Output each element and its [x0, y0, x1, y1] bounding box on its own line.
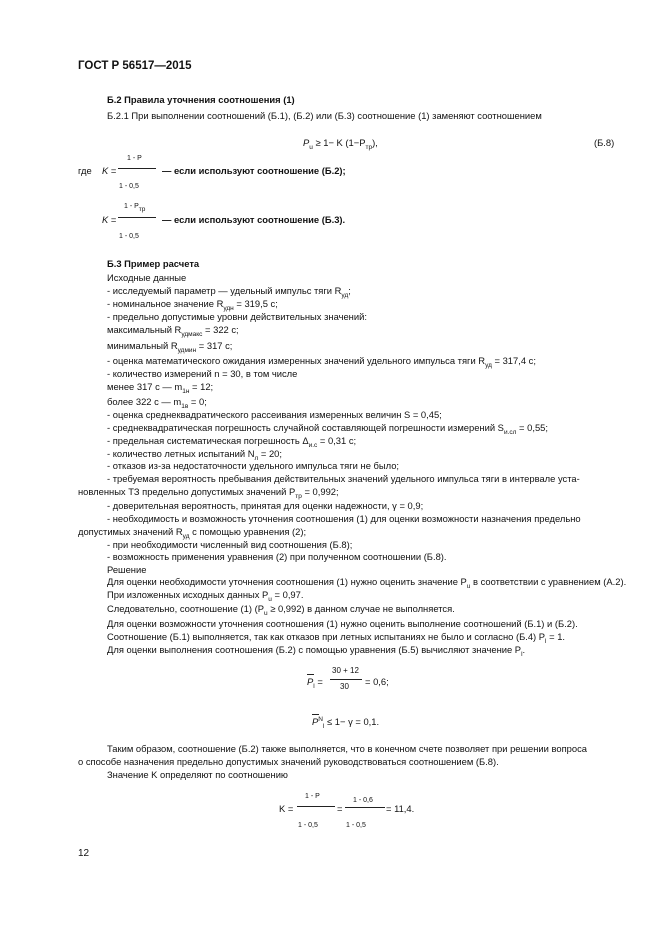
k-eq-num2: 1 - 0,6 [353, 797, 373, 804]
list-item-continued: допустимых значений $R_{уд}$ с помощью уравнения (2); [78, 526, 307, 540]
k-eq-den1: 1 - 0,5 [298, 822, 318, 829]
list-item: - возможность применения уравнения (2) при полученном соотношении (Б.8). [107, 551, 447, 562]
eq1-fraction-bar [330, 679, 362, 680]
k-intro: Значение K определяют по соотношению [107, 769, 288, 780]
conclusion-line-1: Таким образом, соотношение (Б.2) также выполняется, что в конечном счете позволяет при решении вопроса [107, 743, 587, 754]
k1-fraction-bar [118, 168, 156, 169]
list-item: - оценка среднеквадратического рассеивания измеренных величин S = 0,45; [107, 409, 442, 420]
solution-line: Соотношение (Б.1) выполняется, так как отказов при летных испытаниях не было и согласно (Б.4) $P_l = 1$. [107, 631, 566, 645]
eq-b8-right: ≥ 1− K (1−P [315, 137, 366, 148]
list-item: - отказов из-за недостаточности удельного импульса тяги не было; [107, 460, 400, 471]
solution-line: При изложенных исходных данных $P_u = 0,97$. [107, 589, 304, 603]
k-eq-result: = 11,4. [386, 803, 415, 814]
list-item: более 322 с — $m_{1в} = 0$; [107, 396, 207, 410]
k1-numerator: 1 - P [127, 155, 142, 162]
solution-line: Для оценки возможности уточнения соотношения (1) нужно оценить выполнение соотношений (Б.1) и (Б.2). [107, 618, 578, 629]
k-eq-bar1 [297, 806, 335, 807]
list-item: - предельно допустимые уровни действительных значений: [107, 311, 367, 322]
k2-num-text: 1 - P [124, 203, 139, 210]
eq1-denominator: 30 [340, 682, 349, 691]
list-item: - при необходимости численный вид соотношения (Б.8); [107, 539, 353, 550]
eq-b8-sub: u [309, 144, 313, 151]
eq2: $P^N_l \le 1- \gamma = 0,1$. [312, 716, 380, 730]
list-item: минимальный $R_{удмин} = 317$ с; [107, 340, 233, 354]
eq1-lhs: $P_l$ = [307, 676, 323, 690]
list-item: - исследуемый параметр — удельный импульс тяги $R_{уд}$; [107, 285, 351, 299]
eq1-numerator: 30 + 12 [332, 666, 359, 675]
list-item: - количество летных испытаний $N_л = 20$; [107, 448, 282, 462]
k1-note: — если используют соотношение (Б.2); [162, 165, 346, 176]
solution-line: Для оценки необходимости уточнения соотношения (1) нужно оценить значение $P_u$ в соответствии с уравнением (А.2). [107, 576, 627, 590]
where-label: где [78, 165, 92, 176]
list-item-continued: новленных ТЗ предельно допустимых значений $P_{тр} = 0,992$; [78, 486, 339, 500]
k1-denominator: 1 - 0,5 [119, 183, 139, 190]
list-item: - количество измерений n = 30, в том числе [107, 368, 298, 379]
page-number: 12 [78, 848, 90, 859]
eq2-overline [312, 714, 319, 715]
eq-b8-close: ), [372, 137, 378, 148]
list-item: - требуемая вероятность пребывания действительных значений удельного импульса тяги в интервале уста- [107, 473, 580, 484]
equation-number-b8: (Б.8) [594, 137, 615, 148]
k2-denominator: 1 - 0,5 [119, 233, 139, 240]
k1-lhs: K = [102, 165, 117, 176]
section-b3-title: Б.3 Пример расчета [107, 258, 200, 269]
list-item: максимальный $R_{удмакс} = 322$ с; [107, 324, 239, 338]
solution-heading: Решение [107, 564, 147, 575]
solution-line: Следовательно, соотношение (1) $(P_u \ge 0,992)$ в данном случае не выполняется. [107, 603, 455, 617]
equation-b8 [303, 137, 378, 149]
section-b2-intro: Б.2.1 При выполнении соотношений (Б.1), (Б.2) или (Б.3) соотношение (1) заменяют соотношением [107, 110, 542, 121]
eq1-overline [307, 674, 314, 675]
list-item: - среднеквадратическая погрешность случайной составляющей погрешности измерений $S_{и.сл} = 0,55$; [107, 422, 548, 436]
k2-lhs: K = [102, 214, 117, 225]
k-eq-den2: 1 - 0,5 [346, 822, 366, 829]
document-header: ГОСТ Р 56517—2015 [78, 60, 192, 72]
k-eq-lhs: K = [279, 803, 294, 814]
k-eq-equals: = [337, 803, 343, 814]
conclusion-line-2: о способе назначения предельно допустимых значений руководствоваться соотношением (Б.8). [78, 756, 499, 767]
k-eq-bar2 [345, 807, 385, 808]
list-item: - оценка математического ожидания измеренных значений удельного импульса тяги $R_{уд} = 317,4$ с; [107, 355, 536, 369]
eq-b8-p: P [303, 137, 310, 148]
k2-fraction-bar [118, 217, 156, 218]
k2-note: — если используют соотношение (Б.3). [162, 214, 346, 225]
k2-num-sub: тр [138, 206, 146, 213]
eq1-result: = 0,6; [365, 676, 389, 687]
k-eq-num1: 1 - P [305, 793, 320, 800]
list-item: - необходимость и возможность уточнения соотношения (1) для оценки возможности назначения предельно [107, 513, 581, 524]
list-item: - доверительная вероятность, принятая для оценки надежности, γ = 0,9; [107, 500, 424, 511]
list-item: менее 317 с — $m_{1н} = 12$; [107, 381, 214, 395]
initial-data-heading: Исходные данные [107, 272, 187, 283]
section-b2-title: Б.2 Правила уточнения соотношения (1) [107, 94, 295, 105]
k2-numerator [124, 203, 145, 211]
solution-line: Для оценки выполнения соотношения (Б.2) с помощью уравнения (Б.5) вычисляют значение $P_l$. [107, 644, 526, 658]
eq-b8-sub2: тр [365, 144, 373, 151]
list-item: - предельная систематическая погрешность $\Delta_{и.с} = 0,31$ с; [107, 435, 357, 449]
list-item: - номинальное значение $R_{удн} = 319,5$ с; [107, 298, 278, 312]
